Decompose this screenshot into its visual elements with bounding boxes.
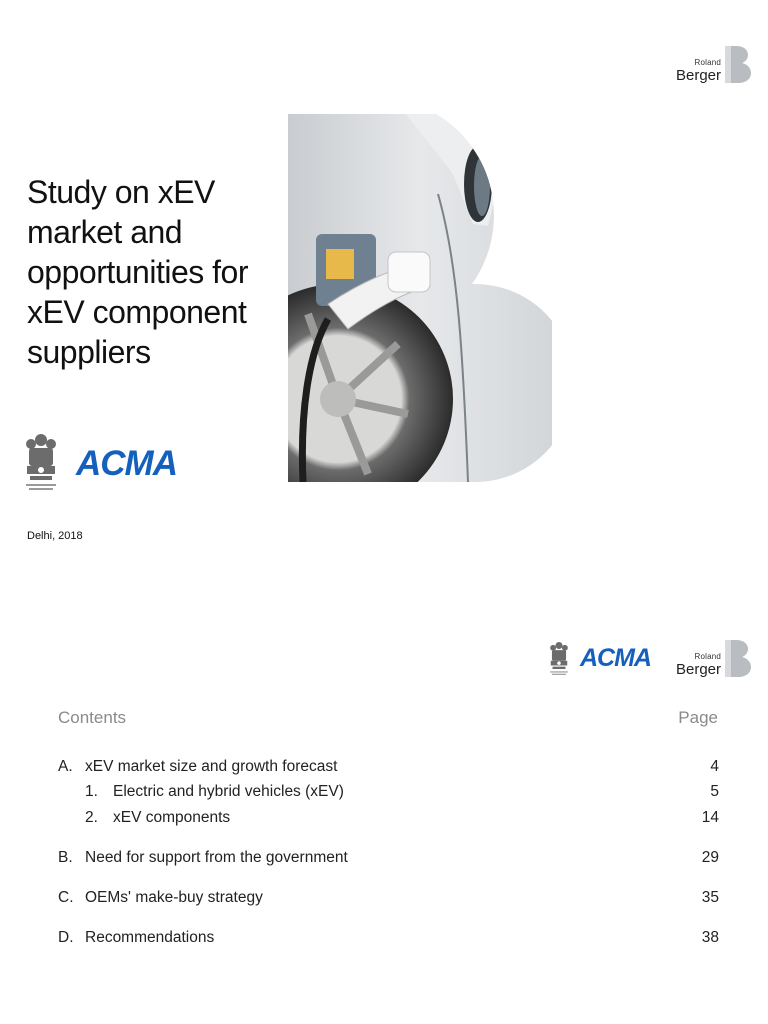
hero-ev-charging-image	[288, 114, 552, 482]
india-emblem-icon	[24, 432, 58, 494]
roland-berger-b-mark-small-icon	[725, 640, 751, 677]
roland-berger-b-mark-icon	[725, 46, 751, 83]
contents-slide	[0, 600, 768, 1024]
toc-entry-a[interactable]: A. xEV market size and growth forecast 4	[58, 758, 719, 775]
place-date: Delhi, 2018	[27, 530, 83, 542]
roland-berger-logo-small: Roland Berger	[676, 640, 751, 677]
toc-entry-a1[interactable]: 1. Electric and hybrid vehicles (xEV) 5	[85, 783, 719, 800]
toc-entry-d[interactable]: D. Recommendations 38	[58, 929, 719, 946]
acma-logo: ACMA	[76, 444, 177, 483]
page-heading: Page	[678, 708, 718, 727]
toc-entry-a2[interactable]: 2. xEV components 14	[85, 809, 719, 826]
report-title: Study on xEV market and opportunities for xEV component suppliers	[27, 174, 248, 370]
roland-berger-logo: Roland Berger	[676, 46, 751, 83]
contents-heading: Contents	[58, 708, 127, 727]
toc-entry-b[interactable]: B. Need for support from the government 29	[58, 849, 719, 866]
india-emblem-small-icon	[549, 640, 569, 678]
acma-logo-small: ACMA	[580, 644, 651, 672]
toc-entry-c[interactable]: C. OEMs' make-buy strategy 35	[58, 889, 719, 906]
